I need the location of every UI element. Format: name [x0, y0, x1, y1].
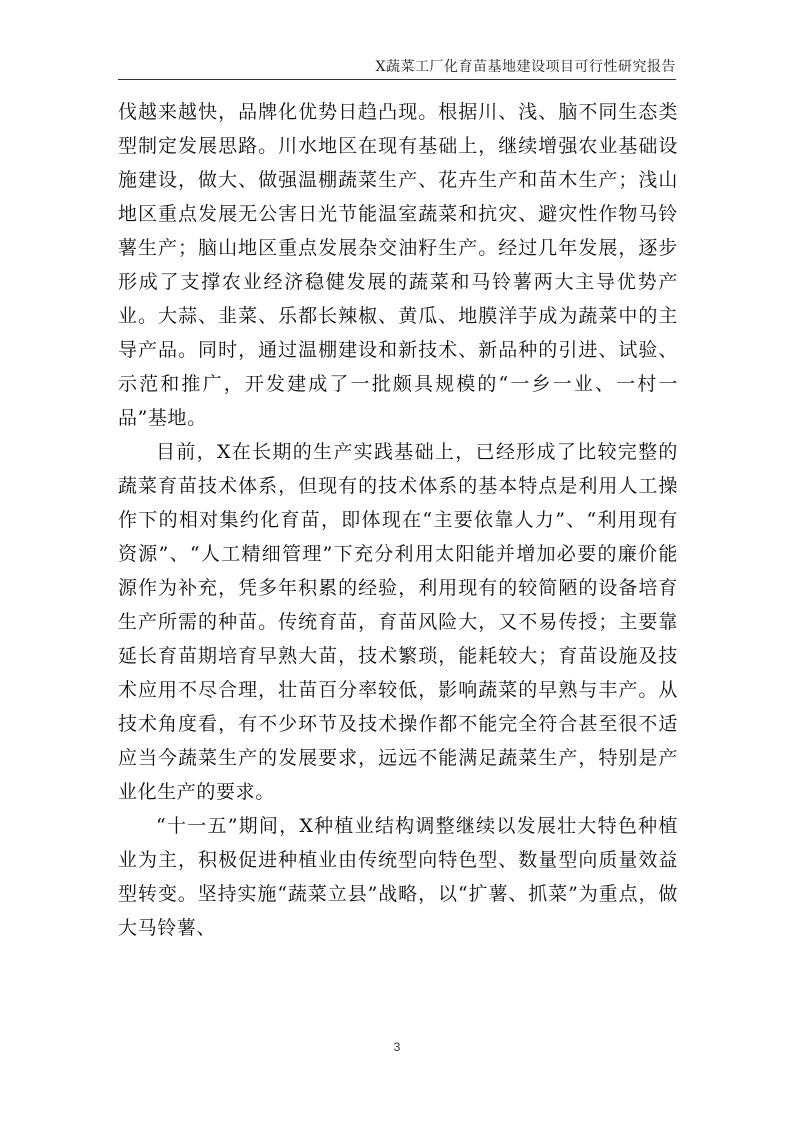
running-header: X蔬菜工厂化育苗基地建设项目可行性研究报告 — [375, 59, 676, 75]
paragraph-continued: 伐越来越快，品牌化优势日趋凸现。根据川、浅、脑不同生态类型制定发展思路。川水地区在现有基础上，继续增强农业基础设施建设，做大、做强温棚蔬菜生产、花卉生产和苗木生产；浅山地区重点发展无公害日光节能温室蔬菜和抗灾、避灾性作物马铃薯生产；脑山地区重点发展杂交油籽生产。经过几年发展，逐步形成了支撑农业经济稳健发展的蔬菜和马铃薯两大主导优势产业。大蒜、韭菜、乐都长辣椒、黄瓜、地膜洋芋成为蔬菜中的主导产品。同时，通过温棚建设和新技术、新品种的引进、试验、示范和推广，开发建成了一批颇具规模的“一乡一业、一村一品”基地。 — [118, 101, 678, 429]
paragraph-eleventh-five-year: “十一五”期间，X种植业结构调整继续以发展壮大特色种植业为主，积极促进种植业由传统型向特色型、数量型向质量效益型转变。坚持实施“蔬菜立县”战略，以“扩薯、抓菜”为重点，做大马铃薯、 — [118, 815, 678, 939]
page-number: 3 — [393, 1040, 401, 1054]
document-body — [118, 95, 678, 945]
header-rule — [118, 79, 676, 80]
paragraph-current-situation: 目前，X在长期的生产实践基础上，已经形成了比较完整的蔬菜育苗技术体系，但现有的技术体系的基本特点是利用人工操作下的相对集约化育苗，即体现在“主要依靠人力”、“利用现有资源”、“人工精细管理”下充分利用太阳能并增加必要的廉价能源作为补充，凭多年积累的经验，利用现有的较简陋的设备培育生产所需的种苗。传统育苗，育苗风险大，又不易传授；主要靠延长育苗期培育早熟大苗，技术繁琐，能耗较大；育苗设施及技术应用不尽合理，壮苗百分率较低，影响蔬菜的早熟与丰产。从技术角度看，有不少环节及技术操作都不能完全符合甚至很不适应当今蔬菜生产的发展要求，远远不能满足蔬菜生产，特别是产业化生产的要求。 — [118, 441, 678, 803]
